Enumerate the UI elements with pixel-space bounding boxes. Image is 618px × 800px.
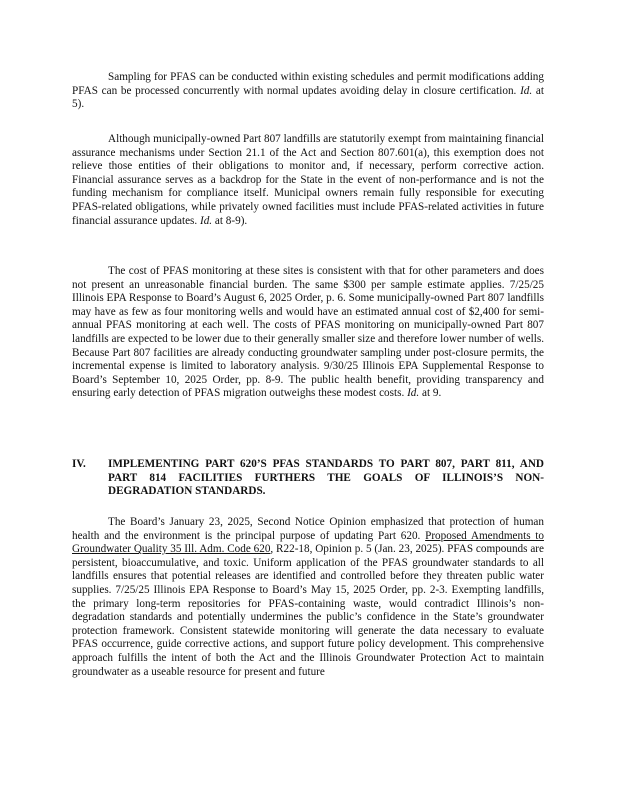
section-heading-iv xyxy=(72,458,544,499)
paragraph-sampling: Sampling for PFAS can be conducted within existing schedules and permit modifications adding PFAS can be processed concurrently with normal updates avoiding delay in closure certification. Id. at 5). xyxy=(72,71,545,111)
section-title: IMPLEMENTING PART 620’S PFAS STANDARDS TO PART 807, PART 811, AND PART 814 FACILITIES FURTHERS THE GOALS OF ILLINOIS’S NON-DEGRADATION STANDARDS. xyxy=(108,458,544,498)
case-citation-link: Proposed Amendments to Groundwater Quality 35 Ill. Adm. Code 620 xyxy=(72,529,544,556)
section-number: IV. xyxy=(72,458,86,470)
paragraph-board-opinion: The Board’s January 23, 2025, Second Notice Opinion emphasized that protection of human health and the environment is the principal purpose of updating Part 620. Proposed Amendments to Groundwater Quality 35 Ill. Adm. Code 620, R22-18, Opinion p. 5 (Jan. 23, 2025). PFAS compounds are persistent, bioaccumulative, and toxic. Uniform application of the PFAS groundwater standards to all landfills ensures that potential releases are identified and controlled before they threaten public water supplies. 7/25/25 Illinois EPA Response to Board’s May 15, 2025 Order, pp. 2-3. Exempting landfills, the primary long-term repositories for PFAS-containing waste, would contradict Illinois’s non-degradation standards and potentially undermines the public’s confidence in the State’s groundwater protection framework. Consistent statewide monitoring will generate the data necessary to evaluate PFAS occurrence, guide corrective actions, and support future policy development. This comprehensive approach fulfills the intent of both the Act and the Illinois Groundwater Protection Act to maintain groundwater as a useable resource for present and future xyxy=(72,516,544,678)
paragraph-monitoring-cost: The cost of PFAS monitoring at these sites is consistent with that for other parameters and does not present an unreasonable financial burden. The same $300 per sample estimate applies. 7/25/25 Illinois EPA Response to Board’s August 6, 2025 Order, p. 6. Some municipally-owned Part 807 landfills may have as few as four monitoring wells and would have an estimated annual cost of $2,400 for semi-annual PFAS monitoring at each well. The costs of PFAS monitoring on municipally-owned Part 807 landfills are expected to be lower due to their generally smaller size and therefore lower number of wells. Because Part 807 facilities are already conducting groundwater sampling under post-closure permits, the incremental expense is limited to laboratory analysis. 9/30/25 Illinois EPA Supplemental Response to Board’s September 10, 2025 Order, pp. 8-9. The public health benefit, providing transparency and ensuring early detection of PFAS migration outweighs these modest costs. Id. at 9. xyxy=(72,265,544,400)
id-citation: Id. xyxy=(199,214,213,227)
id-citation: Id. xyxy=(407,387,420,400)
id-citation: Id. xyxy=(520,84,533,97)
paragraph-financial-assurance: Although municipally-owned Part 807 landfills are statutorily exempt from maintaining financial assurance mechanisms under Section 21.1 of the Act and Section 807.601(a), this exemption does not relieve those entities of their obligations to monitor and, if necessary, perform corrective action. Financial assurance serves as a backdrop for the State in the event of non-performance and is not the funding mechanism for compliance itself. Municipal owners remain fully responsible for executing PFAS-related obligations, while privately owned facilities must include PFAS-related activities in future financial assurance updates. Id. at 8-9). xyxy=(72,133,544,227)
